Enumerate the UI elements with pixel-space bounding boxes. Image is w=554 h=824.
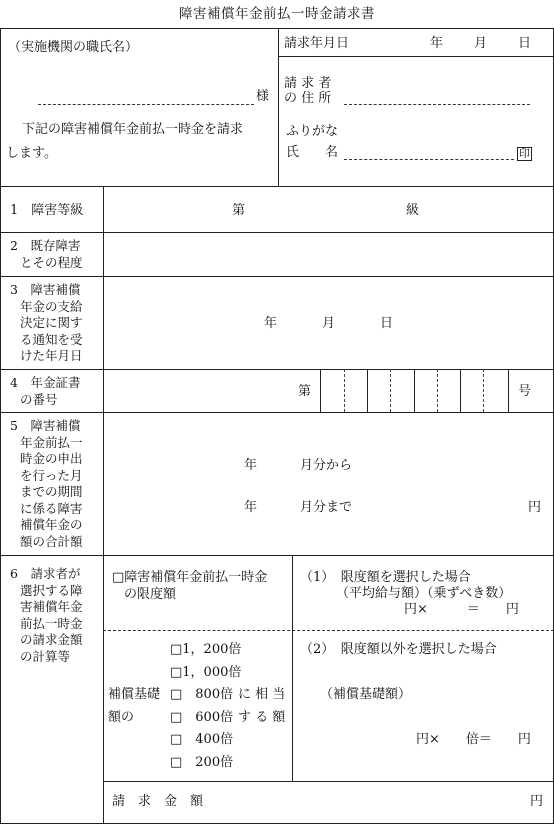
divider-r1	[0, 232, 554, 233]
row3-label-line2: 年金の支給	[20, 298, 83, 314]
divider-calc-column	[292, 555, 293, 781]
row5-label-line4: を行った月	[20, 467, 83, 483]
row3-year: 年	[264, 316, 278, 331]
row6-label-line4: 前払一時金	[20, 615, 83, 631]
total-label: 請 求 金 額	[112, 794, 204, 809]
row6-label-line6: の計算等	[20, 648, 71, 664]
base-label-1: 補償基礎	[108, 687, 161, 702]
name-line[interactable]	[344, 159, 514, 160]
row5-from-year: 年	[244, 458, 258, 473]
limit-option-label: の限度額	[124, 587, 177, 602]
seal-icon: 印	[519, 147, 530, 160]
row5-label-line8: 額の合計額	[20, 533, 83, 549]
case1-formula: 円× ＝ 円	[404, 602, 519, 617]
divider-r3	[0, 369, 554, 370]
claimant-label-2: の 住 所	[284, 91, 332, 106]
row3-day: 日	[380, 316, 394, 331]
row2-label-line1: 2 既存障害	[10, 238, 81, 253]
row1-kyu: 級	[406, 203, 420, 218]
certificate-digit-sep-2	[367, 369, 368, 412]
divider-label-column	[103, 186, 104, 824]
case1-title: （1） 限度額を選択した場合	[300, 570, 471, 585]
multiplier-200[interactable]: □ 200倍	[170, 755, 234, 770]
divider-header-vertical	[278, 28, 279, 186]
certificate-digit-sep-1	[344, 369, 345, 412]
seal-mark	[517, 146, 532, 162]
row3-label-line4: る通知を受	[20, 331, 83, 347]
row5-label-line7: 補償年金の	[20, 517, 83, 532]
row4-label-line1: 4 年金証書	[10, 375, 81, 390]
certificate-digit-sep-7	[483, 369, 484, 412]
row3-label	[10, 282, 83, 365]
equiv-label-2: す る 額	[238, 710, 286, 725]
case2-subtitle: （補償基礎額）	[320, 687, 412, 702]
case2-title: （2） 限度額以外を選択した場合	[300, 642, 497, 657]
divider-r5	[0, 555, 554, 556]
row6-label-line3: 害補償年金	[20, 599, 83, 614]
request-text-line2: します。	[6, 146, 57, 161]
row5-label-line2: 年金前払一	[20, 434, 83, 450]
request-day: 日	[518, 36, 532, 51]
row5-label	[10, 418, 83, 550]
row5-yen: 円	[528, 500, 542, 515]
row5-label-line3: 時金の申出	[20, 451, 83, 466]
row4-go: 号	[518, 384, 532, 399]
row5-label-line5: までの期間	[20, 484, 83, 499]
request-date-label: 請求年月日	[284, 36, 350, 51]
form-title: 障害補償年金前払一時金請求書	[179, 6, 375, 22]
certificate-box-left	[320, 369, 321, 412]
name-label: 氏 名	[286, 145, 339, 160]
row5-to-year: 年	[244, 500, 258, 515]
agency-label: （実施機関の職氏名）	[8, 40, 139, 55]
divider-r6	[103, 781, 554, 782]
divider-header	[0, 186, 554, 187]
divider-date-row	[278, 56, 554, 57]
request-year: 年	[430, 36, 444, 51]
multiplier-1200[interactable]: □1，200倍	[170, 642, 242, 657]
row4-label-line2: の番号	[20, 391, 58, 407]
certificate-digit-sep-3	[390, 369, 391, 412]
multiplier-600[interactable]: □ 600倍	[170, 710, 234, 725]
honorific: 様	[256, 89, 270, 104]
row6-label	[10, 566, 83, 665]
row5-label-line1: 5 障害補償	[10, 418, 81, 433]
row2-label	[10, 238, 83, 271]
row6-label-line5: の請求金額	[20, 632, 83, 647]
row4-dai: 第	[298, 384, 312, 399]
row5-label-line6: に係る障害	[20, 500, 83, 516]
request-text-line1: 下記の障害補償年金前払一時金を請求	[22, 122, 244, 137]
row1-dai: 第	[232, 203, 246, 218]
divider-r4	[0, 412, 554, 413]
claimant-label-1: 請 求 者	[284, 76, 332, 91]
row5-to-month: 月分まで	[300, 500, 353, 515]
row6-label-line2: 選択する障	[20, 582, 83, 598]
row4-label	[10, 375, 80, 408]
request-month: 月	[474, 36, 488, 51]
row3-month: 月	[322, 316, 336, 331]
certificate-box-right	[508, 369, 509, 412]
form-frame	[0, 28, 554, 824]
certificate-digit-sep-6	[460, 369, 461, 412]
case1-subtitle: （平均給与額）（乗ずべき数）	[336, 586, 512, 601]
divider-r2	[0, 276, 554, 277]
certificate-digit-sep-5	[437, 369, 438, 412]
multiplier-1000[interactable]: □1，000倍	[170, 665, 242, 680]
base-label-2: 額の	[108, 710, 135, 725]
total-yen: 円	[530, 794, 544, 809]
row6-label-line1: 6 請求者が	[10, 566, 81, 581]
row1-label: 1 障害等級	[10, 203, 84, 218]
divider-calc-dashed	[103, 630, 554, 631]
agency-name-line	[38, 104, 254, 105]
address-line[interactable]	[344, 104, 530, 105]
multiplier-800[interactable]: □ 800倍	[170, 687, 234, 702]
row3-label-line3: 決定に関す	[20, 315, 83, 330]
certificate-digit-sep-4	[414, 369, 415, 412]
limit-option-checkbox[interactable]: □障害補償年金前払一時金	[112, 570, 268, 585]
equiv-label-1: に 相 当	[238, 687, 286, 702]
multiplier-400[interactable]: □ 400倍	[170, 732, 234, 747]
row3-label-line1: 3 障害補償	[10, 282, 81, 297]
row5-from-month: 月分から	[300, 458, 353, 473]
case2-formula: 円× 倍＝ 円	[416, 732, 531, 747]
row2-label-line2: とその程度	[20, 254, 83, 270]
furigana-label: ふりがな	[286, 124, 339, 139]
row3-label-line5: けた年月日	[20, 348, 83, 363]
